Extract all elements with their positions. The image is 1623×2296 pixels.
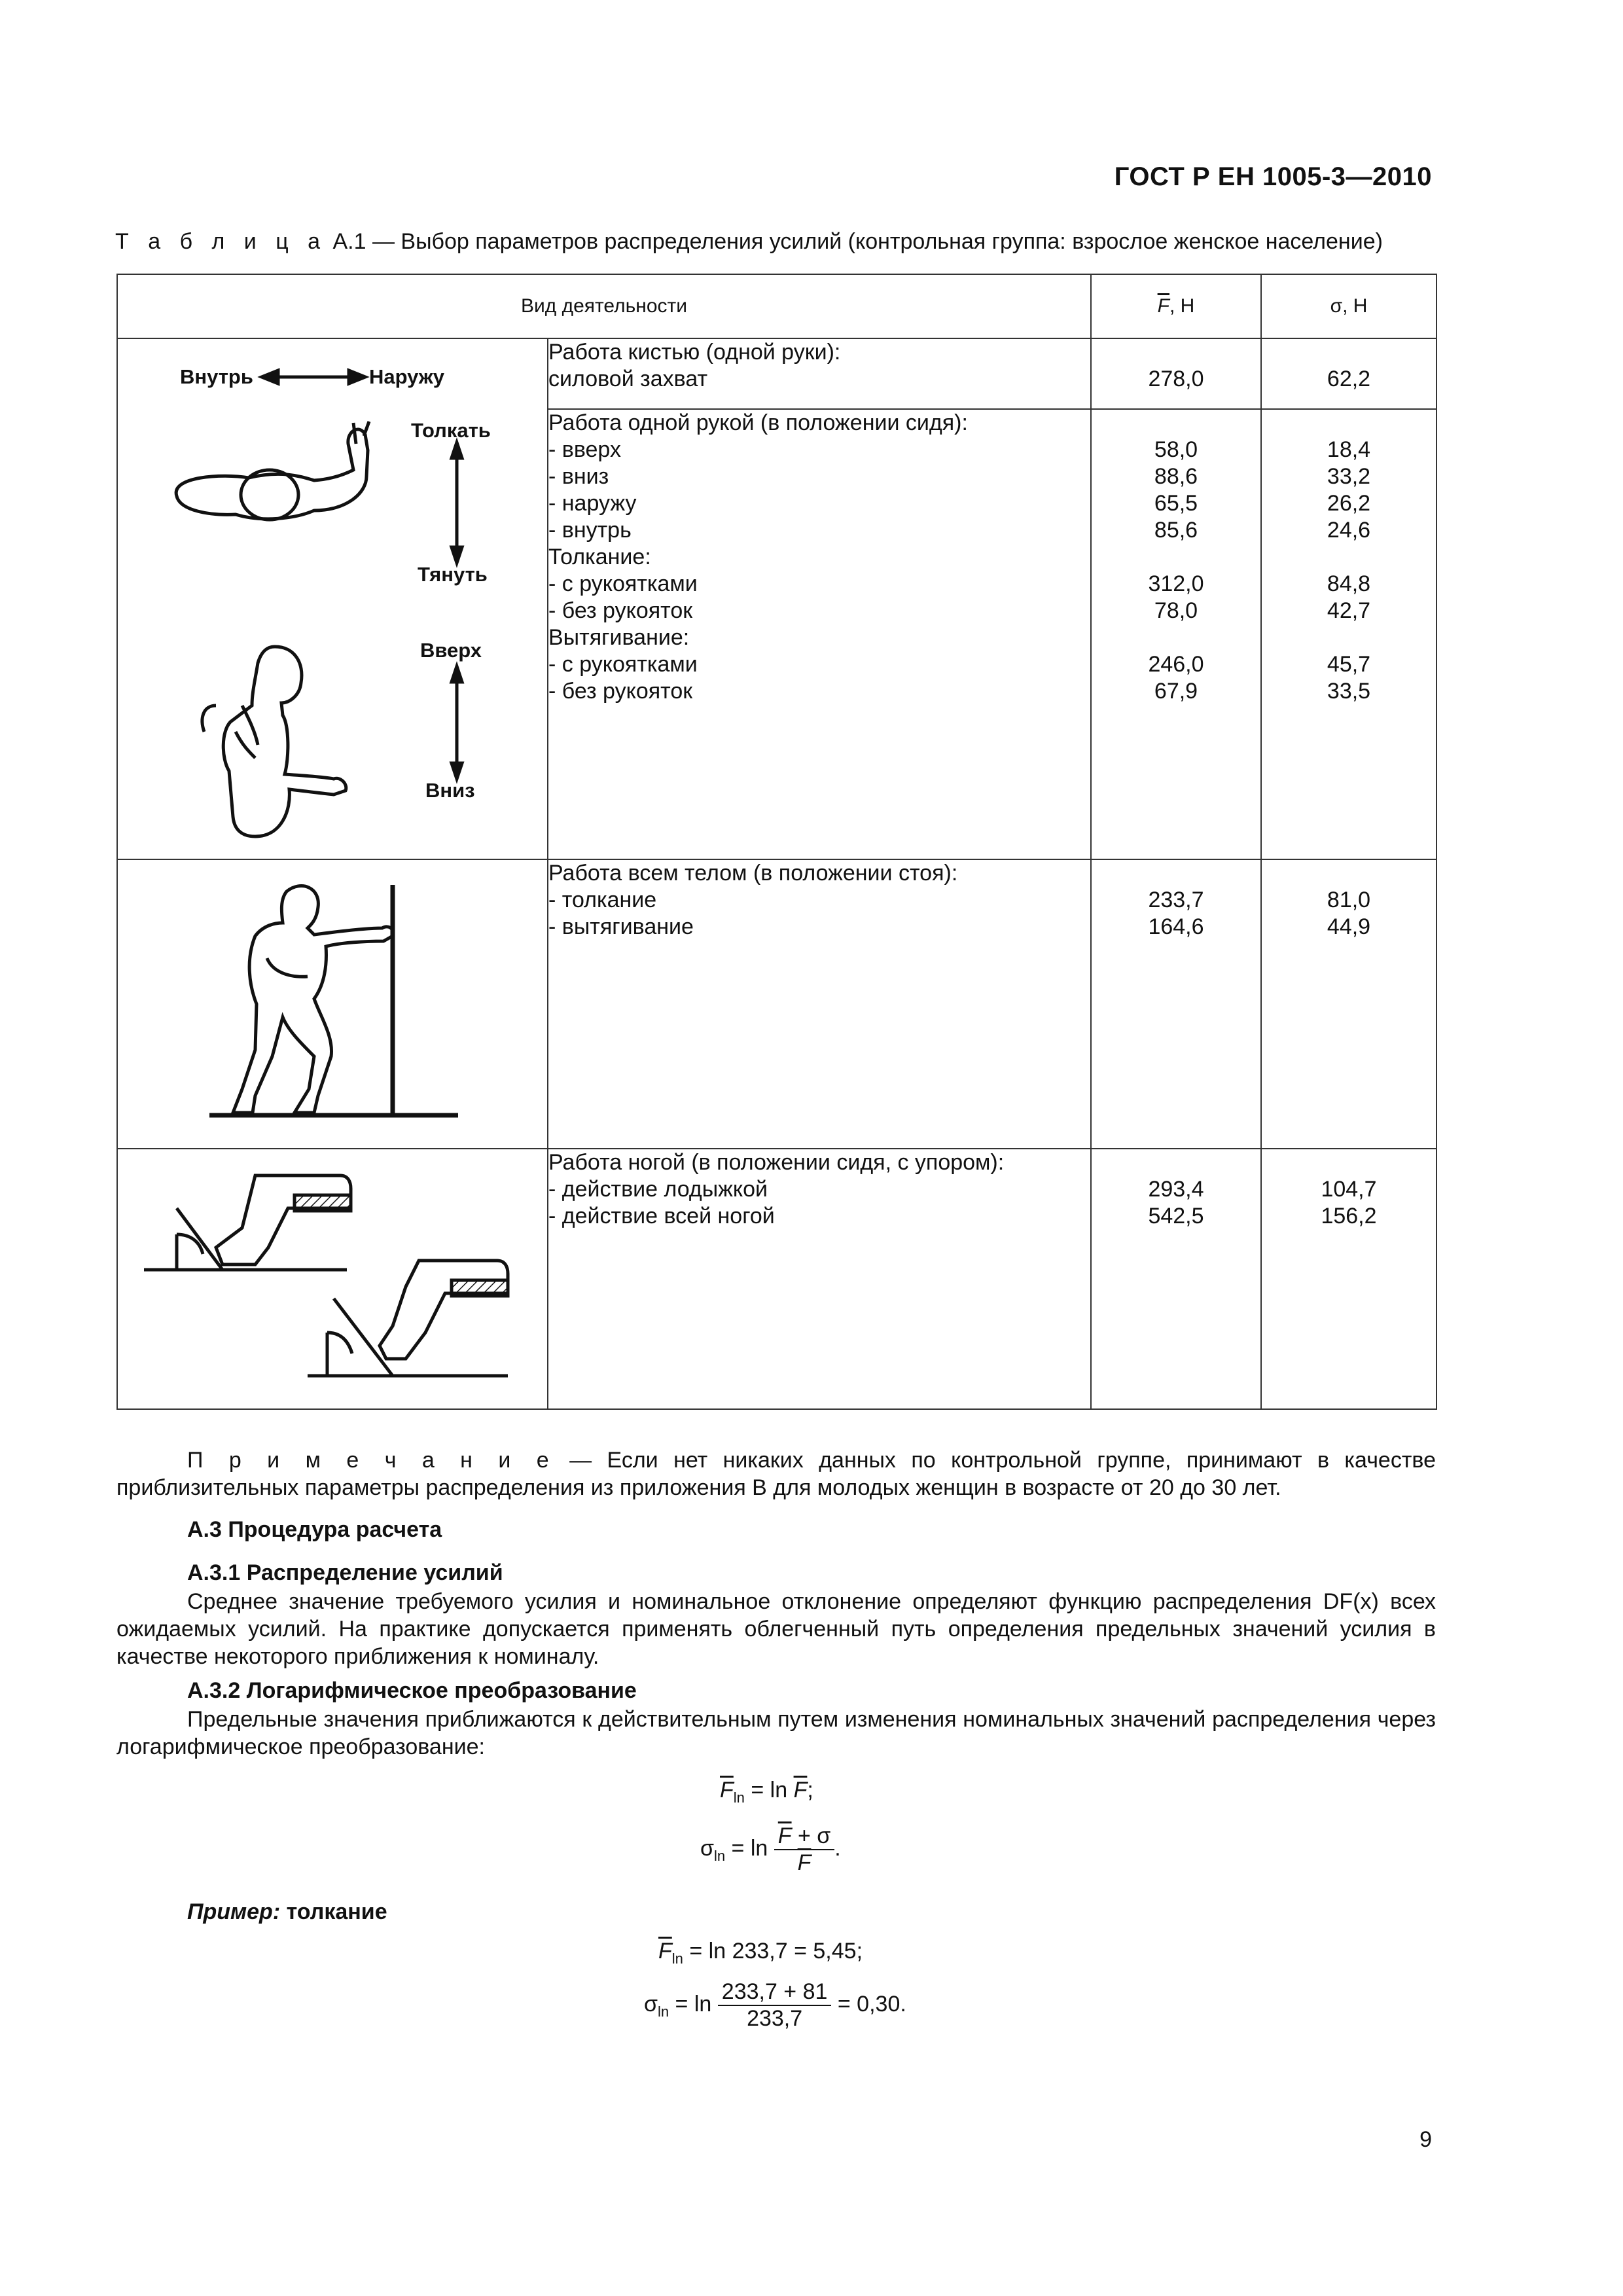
whole-body-figure-cell [117, 859, 548, 1149]
formula-example-sigma [644, 1979, 906, 2032]
ankle-action-sketch [144, 1175, 351, 1270]
row1-desc [548, 338, 1091, 409]
row3-force [1091, 859, 1261, 1149]
line: - наружу [548, 491, 637, 516]
line: Работа ногой (в положении сидя, с упором): [548, 1150, 1005, 1175]
row1-line: Работа кистью (одной руки): [548, 340, 841, 365]
value: 88,6 [1154, 464, 1198, 490]
ln-subscript: ln [657, 2003, 669, 2020]
value: 104,7 [1321, 1177, 1377, 1202]
line: Толкание: [548, 545, 651, 570]
line: - внутрь [548, 518, 632, 543]
example-word: толкание [280, 1899, 387, 1924]
value [1092, 544, 1260, 571]
eq-ln: = ln [725, 1835, 774, 1861]
row3-sigma [1261, 859, 1436, 1149]
arrow-down-icon [452, 763, 462, 779]
line: Работа одной рукой (в положении сидя): [548, 410, 968, 436]
value: 42,7 [1327, 598, 1371, 624]
value: 45,7 [1327, 652, 1371, 677]
col-force [1091, 274, 1261, 338]
value: 33,5 [1327, 679, 1371, 704]
example-heading [187, 1899, 387, 1925]
note-label: П р и м е ч а н и е [187, 1448, 554, 1473]
line: - с рукоятками [548, 571, 698, 597]
line: - без рукояток [548, 598, 693, 624]
table-note [116, 1446, 1436, 1501]
line: - действие лодыжкой [548, 1177, 768, 1202]
numerator: 233,7 + 81 [718, 1979, 832, 2006]
value: 58,0 [1154, 437, 1198, 463]
value: 18,4 [1327, 437, 1371, 463]
f-symbol: $\overline{F}$ [658, 1939, 672, 1964]
section-a31-text: Среднее значение требуемого усилия и номинальное отклонение определяют функцию распределения DF(x) всех ожидаемых усилий. На практике допускается применять облегченный путь определения предельных значений усилия в качестве некоторого приближения к номиналу. [116, 1589, 1436, 1669]
value [1262, 624, 1436, 651]
value: 26,2 [1327, 491, 1371, 516]
table-row [117, 338, 1436, 409]
standard-code: ГОСТ Р ЕН 1005-3—2010 [1114, 162, 1432, 191]
hand-arm-figure-cell [117, 338, 548, 859]
f-symbol: F [797, 1850, 812, 1875]
label-push: Толкать [411, 419, 491, 442]
label-up: Вверх [420, 639, 482, 662]
value [1262, 544, 1436, 571]
value [1262, 339, 1436, 366]
row2-desc [548, 409, 1091, 859]
label-down: Вниз [425, 779, 475, 802]
ln-subscript: ln [733, 1789, 745, 1806]
col-activity: Вид деятельности [117, 274, 1091, 338]
value: 62,2 [1327, 367, 1371, 391]
row4-force [1091, 1149, 1261, 1409]
line: Работа всем телом (в положении стоя): [548, 861, 958, 886]
seated-top-view-person [176, 422, 369, 520]
row3-desc [548, 859, 1091, 1149]
label-pull: Тянуть [418, 563, 488, 586]
value [1262, 410, 1436, 437]
row2-sigma [1261, 409, 1436, 859]
note-text: — Если нет никаких данных по контрольной группе, принимают в качестве приблизительных параметры распределения из приложения В для молодых женщин в возрасте от 20 до 30 лет. [116, 1448, 1436, 1500]
value: 44,9 [1327, 914, 1371, 939]
leg-figure-cell [117, 1149, 548, 1409]
value: 24,6 [1327, 518, 1371, 543]
standing-push-figure [118, 860, 548, 1148]
line: Вытягивание: [548, 625, 690, 651]
value: 84,8 [1327, 571, 1371, 597]
row1-line: силовой захват [548, 367, 708, 391]
value [1262, 860, 1436, 887]
arrow-up-icon [452, 442, 462, 458]
f-symbol: $\overline{F}$ [777, 1823, 792, 1848]
ln-subscript: ln [713, 1847, 726, 1864]
example-2-rhs: = 0,30. [831, 1991, 906, 2017]
table-header-row [117, 274, 1436, 338]
value: 65,5 [1154, 491, 1198, 516]
value: 81,0 [1327, 888, 1371, 912]
row2-force [1091, 409, 1261, 859]
value: 85,6 [1154, 518, 1198, 543]
value [1092, 624, 1260, 651]
f-symbol: $\overline{F}$ [793, 1778, 808, 1803]
line: - действие всей ногой [548, 1204, 775, 1229]
line: - вниз [548, 464, 609, 490]
row1-sigma [1261, 338, 1436, 409]
eq-ln: = ln [744, 1778, 794, 1803]
section-a32-text: Предельные значения приближаются к действительным путем изменения номинальных значений распределения через логарифмическое преобразование: [116, 1707, 1436, 1759]
leg-pedal-figure [118, 1149, 548, 1408]
value: 312,0 [1148, 571, 1204, 597]
plus-sigma: + σ [791, 1823, 831, 1848]
sigma-symbol: σ [644, 1991, 658, 2017]
semicolon: ; [807, 1778, 813, 1803]
section-a32-title: А.3.2 Логарифмическое преобразование [187, 1678, 637, 1703]
row4-desc [548, 1149, 1091, 1409]
force-unit: , Н [1169, 295, 1195, 317]
value: 33,2 [1327, 464, 1371, 490]
label-outward: Наружу [369, 365, 444, 388]
row4-sigma [1261, 1149, 1436, 1409]
table-caption [115, 229, 1383, 255]
section-a31-title: А.3.1 Распределение усилий [187, 1560, 503, 1585]
arrow-down-icon [452, 547, 462, 563]
value: 67,9 [1154, 679, 1198, 704]
line: - вытягивание [548, 914, 694, 939]
table-caption-label: Т а б л и ц а [115, 229, 327, 254]
example-label: Пример: [187, 1899, 281, 1924]
value: 278,0 [1148, 367, 1204, 391]
fraction [718, 1979, 832, 2032]
value: 246,0 [1148, 652, 1204, 677]
line: - вверх [548, 437, 621, 463]
denominator: 233,7 [747, 2006, 803, 2031]
line: - толкание [548, 888, 657, 912]
force-symbol: $\overline{F}$ [1157, 295, 1169, 317]
formula-sigma-ln [700, 1823, 841, 1876]
value [1092, 860, 1260, 887]
f-symbol: $\overline{F}$ [720, 1778, 734, 1803]
table-row [117, 859, 1436, 1149]
arrow-left-icon [262, 370, 278, 384]
period: . [834, 1835, 841, 1861]
sigma-symbol: σ [700, 1835, 714, 1861]
force-parameters-table [116, 274, 1437, 1410]
arrow-up-icon [452, 666, 462, 682]
value [1092, 1149, 1260, 1176]
ln-subscript: ln [671, 1950, 683, 1967]
value: 164,6 [1148, 914, 1204, 939]
numerator [774, 1823, 835, 1850]
line: - без рукояток [548, 679, 693, 704]
value: 293,4 [1148, 1177, 1204, 1202]
example-1-rhs: = ln 233,7 = 5,45; [683, 1939, 863, 1964]
value: 156,2 [1321, 1204, 1377, 1229]
section-a3-title: А.3 Процедура расчета [187, 1517, 442, 1542]
denominator [774, 1850, 835, 1876]
arrow-right-icon [349, 370, 365, 384]
hand-arm-figure [118, 339, 548, 859]
value [1262, 1149, 1436, 1176]
label-inward: Внутрь [180, 365, 253, 388]
table-caption-text: А.1 — Выбор параметров распределения усилий (контрольная группа: взрослое женское население) [327, 229, 1383, 254]
col-sigma: σ, Н [1261, 274, 1436, 338]
formula-f-ln [720, 1778, 813, 1806]
seated-side-view-person [202, 647, 346, 836]
line: - с рукоятками [548, 652, 698, 677]
value [1092, 339, 1260, 366]
value: 233,7 [1148, 888, 1204, 912]
standing-person [233, 886, 393, 1113]
table-row [117, 1149, 1436, 1409]
row1-force [1091, 338, 1261, 409]
value: 542,5 [1148, 1204, 1204, 1229]
value: 78,0 [1154, 598, 1198, 624]
value [1092, 410, 1260, 437]
formula-example-f [658, 1939, 863, 1967]
full-leg-action-sketch [308, 1261, 508, 1376]
fraction [774, 1823, 835, 1876]
eq-ln: = ln [669, 1991, 718, 2017]
page-number: 9 [1419, 2127, 1432, 2152]
